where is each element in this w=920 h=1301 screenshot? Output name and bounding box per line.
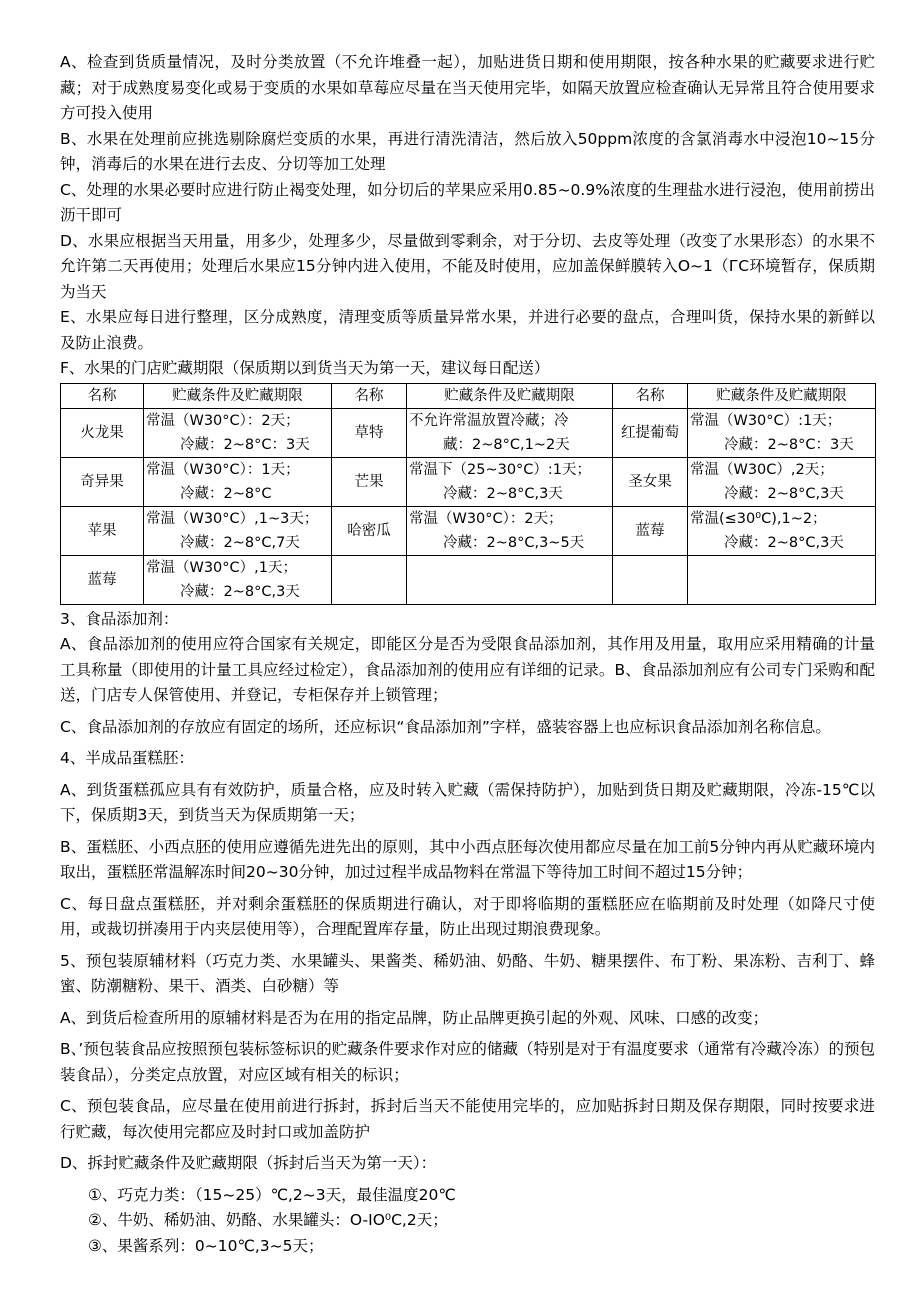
header-condition: 贮藏条件及贮藏期限 [144,383,332,408]
condition-line: 冷藏：2~8°C,7天 [180,534,300,551]
section-5-para-c: C、预包装食品，应尽量在使用前进行拆封，拆封后当天不能使用完毕的，应加贴拆封日期及保存期限，同时按要求进行贮藏，每次使用完都应及时封口或加盖防护 [60,1097,875,1141]
storage-condition [407,506,613,555]
storage-condition [144,555,332,604]
header-name: 名称 [613,383,688,408]
empty-cell [332,555,407,604]
header-condition: 贮藏条件及贮藏期限 [407,383,613,408]
storage-condition [144,408,332,457]
section-4-para-c: C、每日盘点蛋糕胚，并对剩余蛋糕胚的保质期进行确认，对于即将临期的蛋糕胚应在临期前及时处理（如降尺寸使用，或裁切拼凑用于内夹层使用等），合理配置库存量，防止出现过期浪费现象。 [60,894,875,938]
condition-line: 常温下（25~30°C）:1天； [409,461,592,478]
condition-line: 藏：2~8°C,1~2天 [443,436,570,453]
table-row [61,555,876,604]
fruit-para-d: D、水果应根据当天用量，用多少，处理多少，尽量做到零剩余，对于分切、去皮等处理（改变了水果形态）的水果不允许第二天再使用；处理后水果应15分钟内进入使用，不能及时使用，应加盖保鲜膜转入O~1（ГC环境暂存，保质期为当天 [60,231,875,301]
document-page [60,50,875,1259]
section-3-para-a: A、食品添加剂的使用应符合国家有关规定，即能区分是否为受限食品添加剂，其作用及用量，取用应采用精确的计量工具称量（即使用的计量工具应经过检定），食品添加剂的使用应有详细的记录。B、食品添加剂应有公司专门采购和配送，门店专人保管使用、并登记，专柜保存并上锁管理； [60,635,875,704]
condition-line: 常温（W30°C）：2天； [146,412,300,429]
empty-cell [407,555,613,604]
condition-line: 常温（W30°C）：2天； [409,510,563,527]
list-item: ①、巧克力类：（15~25）℃,2~3天，最佳温度20℃ [88,1185,456,1204]
fruit-name: 奇异果 [61,457,144,506]
fruit-name: 圣女果 [613,457,688,506]
fruit-para-c: C、处理的水果必要时应进行防止褐变处理，如分切后的苹果应采用0.85~0.9%浓度的生理盐水进行浸泡，使用前捞出沥干即可 [60,180,875,224]
storage-condition [407,408,613,457]
header-condition: 贮藏条件及贮藏期限 [688,383,876,408]
fruit-para-f: F、水果的门店贮藏期限（保质期以到货当天为第一天，建议每日配送） [60,359,550,377]
condition-line: 常温（W30°C）:1天； [690,412,842,429]
condition-line: 冷藏：2~8°C,3天 [724,485,844,502]
empty-cell [688,555,876,604]
condition-line: 冷藏：2~8°C,3~5天 [443,534,585,551]
condition-line: 常温（W30°C）,1~3天； [146,510,319,527]
fruit-name: 草特 [332,408,407,457]
fruit-para-a: A、检查到货质量情况，及时分类放置（不允许堆叠一起），加贴进货日期和使用期限，按各种水果的贮藏要求进行贮藏；对于成熟度易变化或易于变质的水果如草莓应尽量在当天使用完毕，如隔天放置应检查确认无异常且符合使用要求方可投入使用 [60,53,875,122]
storage-condition [688,506,876,555]
fruit-name: 蓝莓 [61,555,144,604]
fruit-storage-table [60,383,876,605]
condition-line: 冷藏：2~8°C：3天 [180,436,310,453]
condition-line: 冷藏：2~8°C,3天 [724,534,844,551]
fruit-para-e: E、水果应每日进行整理，区分成熟度，清理变质等质量异常水果，并进行必要的盘点，合理叫货，保持水果的新鲜以及防止浪费。 [60,308,875,352]
section-5-para-d: D、拆封贮藏条件及贮藏期限（拆封后当天为第一天）： [60,1154,437,1172]
section-5-para-a: A、到货后检查所用的原辅材料是否为在用的指定品牌，防止品牌更换引起的外观、风味、口感的改变； [60,1008,769,1027]
section-3-title: 3、食品添加剂： [60,609,179,628]
list-item: ②、牛奶、稀奶油、奶酪、水果罐头：O-IO⁰C,2天； [88,1211,448,1229]
fruit-name: 哈密瓜 [332,506,407,555]
header-name: 名称 [61,383,144,408]
condition-line: 冷藏：2~8°C,3天 [180,583,300,600]
fruit-name: 红提葡萄 [613,408,688,457]
condition-line: 不允许常温放置冷藏；冷 [409,412,569,429]
condition-line: 常温（W30°C）,1天； [146,559,297,576]
storage-condition [688,408,876,457]
table-row [61,408,876,457]
condition-line: 常温（W30C）,2天； [690,461,834,478]
list-item: ③、果酱系列：0~10℃,3~5天； [88,1236,324,1255]
section-4-para-a: A、到货蛋糕孤应具有有效防护，质量合格，应及时转入贮藏（需保持防护），加贴到货日期及贮藏期限，冷冻-15℃以下，保质期3天，到货当天为保质期第一天； [60,780,875,824]
fruit-para-b: B、水果在处理前应挑选剔除腐烂变质的水果，再进行清洗清洁，然后放入50ppm浓度的含氯消毒水中浸泡10~15分钟，消毒后的水果在进行去皮、分切等加工处理 [60,129,875,173]
section-4-title: 4、半成品蛋糕胚： [60,749,194,767]
storage-condition [144,457,332,506]
storage-condition [407,457,613,506]
condition-line: 冷藏：2~8°C,3天 [443,485,563,502]
fruit-name: 蓝莓 [613,506,688,555]
fruit-name: 火龙果 [61,408,144,457]
condition-line: 常温（W30°C）：1天； [146,461,300,478]
table-row [61,457,876,506]
section-5-para-b: B、’预包装食品应按照预包装标签标识的贮藏条件要求作对应的储藏（特别是对于有温度要求（通常有冷藏冷冻）的预包装食品），分类定点放置，对应区域有相关的标识； [60,1040,875,1084]
empty-cell [613,555,688,604]
storage-condition [688,457,876,506]
header-name: 名称 [332,383,407,408]
table-row [61,506,876,555]
condition-line: 冷藏：2~8°C [180,485,272,502]
section-3-para-c: C、食品添加剂的存放应有固定的场所，还应标识“食品添加剂”字样，盛装容器上也应标识食品添加剂名称信息。 [60,717,831,736]
fruit-name: 芒果 [332,457,407,506]
section-5-title: 5、预包装原辅材料（巧克力类、水果罐头、果酱类、稀奶油、奶酪、牛奶、糖果摆件、布丁粉、果冻粉、吉利丁、蜂蜜、防潮糖粉、果干、酒类、白砂糖）等 [60,951,875,995]
fruit-name: 苹果 [61,506,144,555]
table-header-row [61,383,876,408]
condition-line: 常温(≤30⁰C),1~2； [690,510,827,527]
condition-line: 冷藏：2~8°C：3天 [724,436,854,453]
section-4-para-b: B、蛋糕胚、小西点胚的使用应遵循先进先出的原则，其中小西点胚每次使用都应尽量在加工前5分钟内再从贮藏环境内取出，蛋糕胚常温解冻时间20~30分钟，加过过程半成品物料在常温下等待加工时间不超过15分钟； [60,837,875,881]
storage-condition [144,506,332,555]
